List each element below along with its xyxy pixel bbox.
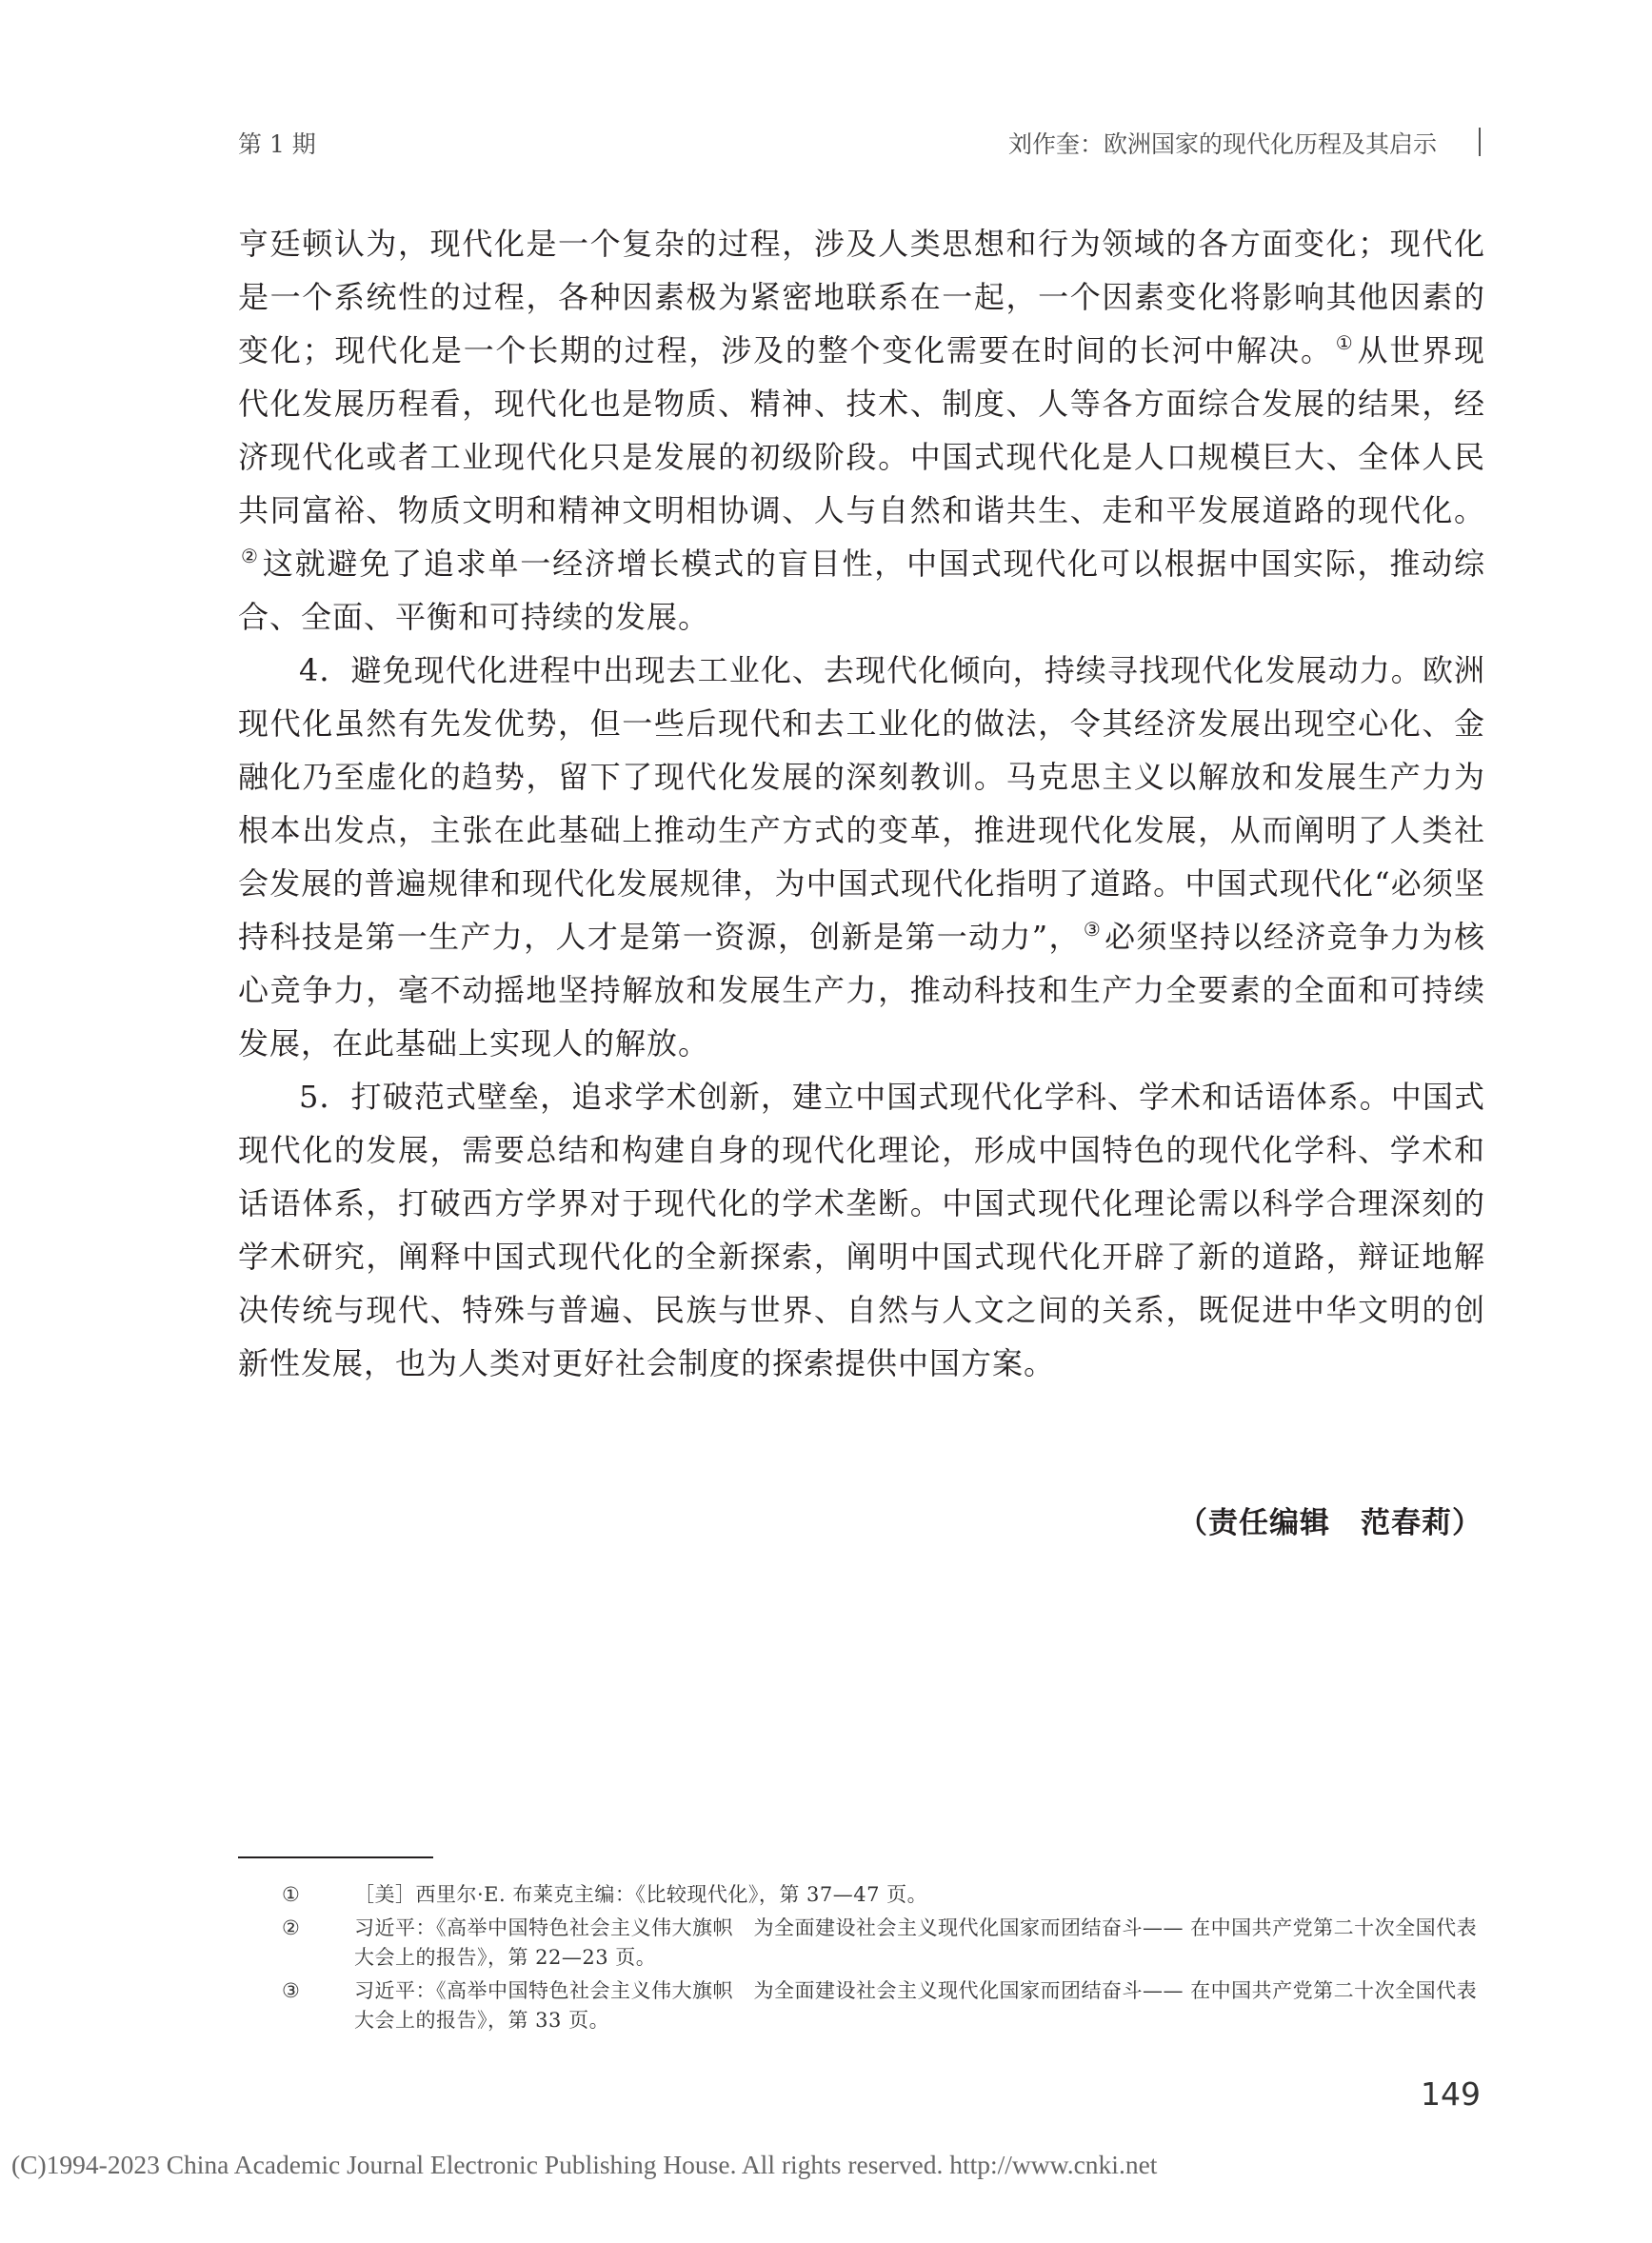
- footnote-mark: ②: [282, 1916, 300, 1939]
- footnote-ref-2[interactable]: ②: [241, 545, 260, 568]
- issue-label: 第 1 期: [238, 130, 316, 158]
- footnotes: [238, 1880, 1485, 2039]
- paragraph-text: 5．打破范式壁垒，追求学术创新，建立中国式现代化学科、学术和话语体系。中国式现代化的发展，需要总结和构建自身的现代化理论，形成中国特色的现代化学科、学术和话语体系，打破西方学界对于现代化的学术垄断。中国式现代化理论需以科学合理深刻的学术研究，阐释中国式现代化的全新探索，阐明中国式现代化开辟了新的道路，辩证地解决传统与现代、特殊与普遍、民族与世界、自然与人文之间的关系，既促进中华文明的创新性发展，也为人类对更好社会制度的探索提供中国方案。: [238, 1079, 1485, 1381]
- article-body: [238, 217, 1485, 1390]
- footnote-text: ［美］西里尔·E. 布莱克主编：《比较现代化》，第 37—47 页。: [354, 1883, 928, 1906]
- footnote-ref-1[interactable]: ①: [1335, 331, 1355, 355]
- paragraph-huntington: [238, 217, 1485, 644]
- page-number: 149: [1421, 2075, 1481, 2113]
- footnote-text: 习近平：《高举中国特色社会主义伟大旗帜 为全面建设社会主义现代化国家而团结奋斗—— 在中国共产党第二十次全国代表大会上的报告》，第 22—23 页。: [354, 1916, 1478, 1969]
- responsible-editor: （责任编辑 范春莉）: [1178, 1506, 1483, 1540]
- footnote-mark: ③: [282, 1979, 300, 2002]
- paragraph-text: 从世界现代化发展历程看，现代化也是物质、精神、技术、制度、人等各方面综合发展的结果，经济现代化或者工业现代化只是发展的初级阶段。中国式现代化是人口规模巨大、全体人民共同富裕、物质文明和精神文明相协调、人与自然和谐共生、走和平发展道路的现代化。: [238, 332, 1485, 528]
- copyright-notice: (C)1994-2023 China Academic Journal Electronic Publishing House. All rights reserved. http://www.cnki.net: [11, 2150, 1158, 2179]
- paragraph-point-4: [238, 644, 1485, 1070]
- paragraph-text: 这就避免了追求单一经济增长模式的盲目性，中国式现代化可以根据中国实际，推动综合、全面、平衡和可持续的发展。: [238, 546, 1485, 635]
- footnote-separator: [238, 1856, 433, 1858]
- article-running-title: 刘作奎：欧洲国家的现代化历程及其启示: [1007, 130, 1437, 158]
- footnote-mark: ①: [282, 1883, 300, 1906]
- header-divider: [1479, 128, 1481, 156]
- footnote-item: [238, 1976, 1485, 2035]
- footnote-ref-3[interactable]: ③: [1083, 918, 1103, 942]
- footnote-item: [238, 1914, 1485, 1973]
- footnote-text: 习近平：《高举中国特色社会主义伟大旗帜 为全面建设社会主义现代化国家而团结奋斗—— 在中国共产党第二十次全国代表大会上的报告》，第 33 页。: [354, 1979, 1478, 2032]
- paragraph-point-5: [238, 1070, 1485, 1390]
- paragraph-text: 必须坚持以经济竞争力为核心竞争力，毫不动摇地坚持解放和发展生产力，推动科技和生产力全要素的全面和可持续发展，在此基础上实现人的解放。: [238, 919, 1485, 1062]
- paragraph-text: 亨廷顿认为，现代化是一个复杂的过程，涉及人类思想和行为领域的各方面变化；现代化是一个系统性的过程，各种因素极为紧密地联系在一起，一个因素变化将影响其他因素的变化；现代化是一个长期的过程，涉及的整个变化需要在时间的长河中解决。: [238, 226, 1485, 368]
- footnote-item: [238, 1880, 1485, 1910]
- paragraph-text: 4．避免现代化进程中出现去工业化、去现代化倾向，持续寻找现代化发展动力。欧洲现代化虽然有先发优势，但一些后现代和去工业化的做法，令其经济发展出现空心化、金融化乃至虚化的趋势，留下了现代化发展的深刻教训。马克思主义以解放和发展生产力为根本出发点，主张在此基础上推动生产方式的变革，推进现代化发展，从而阐明了人类社会发展的普遍规律和现代化发展规律，为中国式现代化指明了道路。中国式现代化“必须坚持科技是第一生产力，人才是第一资源，创新是第一动力”，: [238, 652, 1485, 955]
- running-header: [238, 126, 1481, 164]
